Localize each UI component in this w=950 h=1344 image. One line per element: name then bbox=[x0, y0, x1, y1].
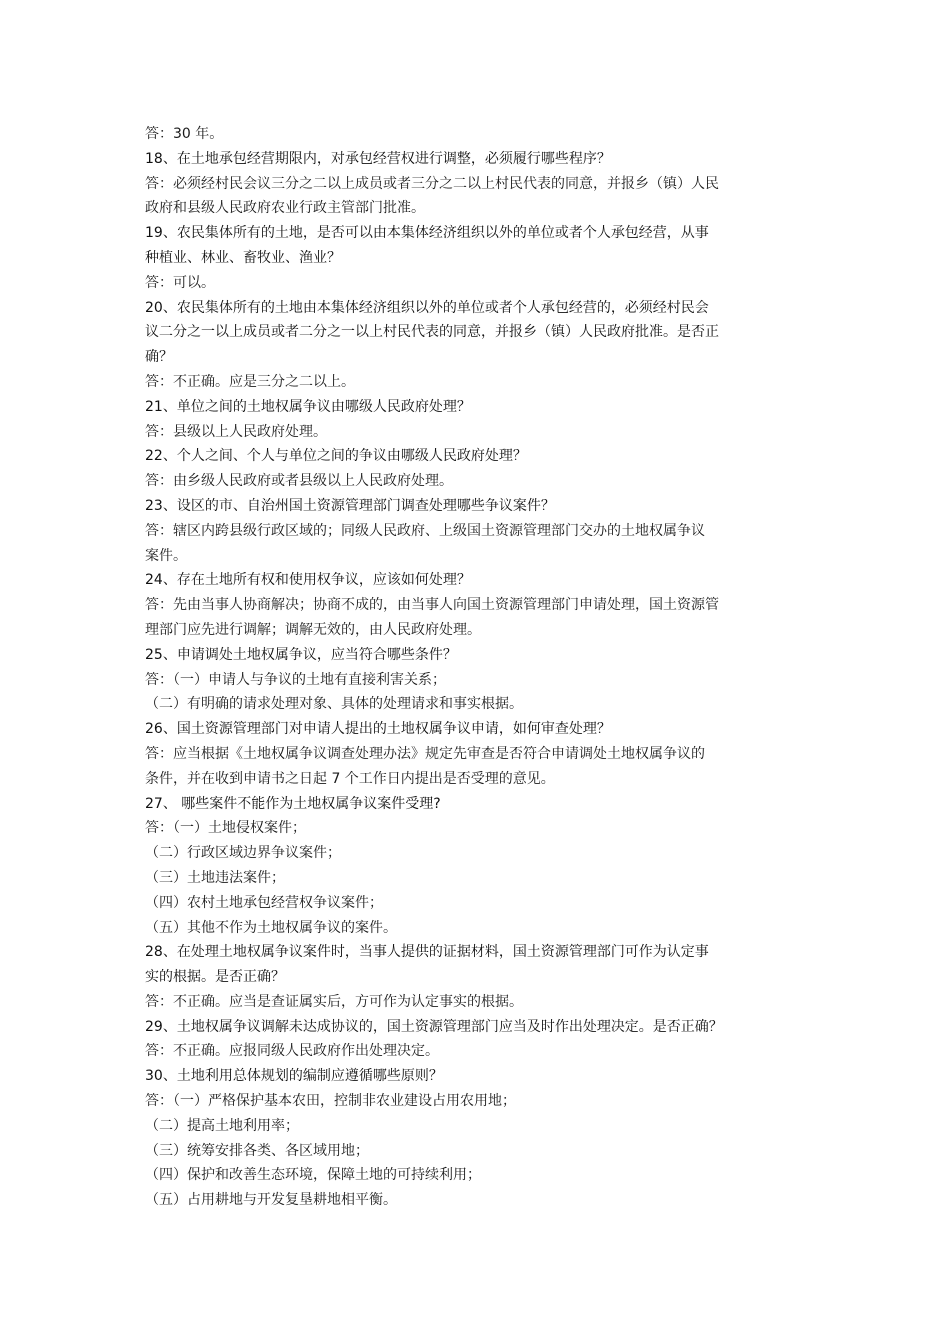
answer-line: 答：由乡级人民政府或者县级以上人民政府处理。 bbox=[145, 473, 453, 490]
answer-line: （三）土地违法案件； bbox=[145, 869, 285, 886]
answer-line: 答：（一）申请人与争议的土地有直接利害关系； bbox=[145, 671, 446, 688]
answer-line: 答：必须经村民会议三分之二以上成员或者三分之二以上村民代表的同意，并报乡（镇）人民 bbox=[145, 175, 719, 192]
answer-line: （四）农村土地承包经营权争议案件； bbox=[145, 894, 383, 911]
question-29: 29、土地权属争议调解未达成协议的，国土资源管理部门应当及时作出处理决定。是否正确？ bbox=[145, 1018, 723, 1035]
question-20: 20、农民集体所有的土地由本集体经济组织以外的单位或者个人承包经营的，必须经村民会 bbox=[145, 299, 709, 316]
question-30: 30、土地利用总体规划的编制应遵循哪些原则？ bbox=[145, 1068, 443, 1085]
answer-line: 答：（一）严格保护基本农田，控制非农业建设占用农用地； bbox=[145, 1093, 516, 1110]
answer-line: 答：可以。 bbox=[145, 274, 215, 291]
answer-line: 答：先由当事人协商解决；协商不成的，由当事人向国土资源管理部门申请处理，国土资源管 bbox=[145, 597, 719, 614]
answer-line: 答：辖区内跨县级行政区域的；同级人民政府、上级国土资源管理部门交办的土地权属争议 bbox=[145, 522, 705, 539]
question-19-cont: 种植业、林业、畜牧业、渔业？ bbox=[145, 249, 341, 266]
answer-line: 理部门应先进行调解；调解无效的，由人民政府处理。 bbox=[145, 621, 481, 638]
question-21: 21、单位之间的土地权属争议由哪级人民政府处理？ bbox=[145, 398, 471, 415]
answer-line: 答：不正确。应是三分之二以上。 bbox=[145, 373, 355, 390]
question-27: 27、 哪些案件不能作为土地权属争议案件受理? bbox=[145, 795, 441, 812]
answer-line: （三）统筹安排各类、各区域用地； bbox=[145, 1142, 369, 1159]
question-20-cont: 议二分之一以上成员或者二分之一以上村民代表的同意，并报乡（镇）人民政府批准。是否正 bbox=[145, 324, 719, 341]
answer-line: 答：不正确。应报同级人民政府作出处理决定。 bbox=[145, 1043, 439, 1060]
answer-line: 政府和县级人民政府农业行政主管部门批准。 bbox=[145, 200, 425, 217]
answer-line: （二）有明确的请求处理对象、具体的处理请求和事实根据。 bbox=[145, 696, 523, 713]
answer-line: （二）提高土地利用率； bbox=[145, 1117, 299, 1134]
answer-line: 答：30 年。 bbox=[145, 126, 224, 142]
answer-line: （四）保护和改善生态环境，保障土地的可持续利用； bbox=[145, 1167, 481, 1184]
answer-line: （五）其他不作为土地权属争议的案件。 bbox=[145, 919, 397, 936]
question-24: 24、存在土地所有权和使用权争议，应该如何处理？ bbox=[145, 572, 471, 589]
answer-line: （二）行政区域边界争议案件； bbox=[145, 845, 341, 862]
question-19: 19、农民集体所有的土地，是否可以由本集体经济组织以外的单位或者个人承包经营，从事 bbox=[145, 225, 709, 242]
answer-line: 答：应当根据《土地权属争议调查处理办法》规定先审查是否符合申请调处土地权属争议的 bbox=[145, 745, 705, 762]
question-22: 22、个人之间、个人与单位之间的争议由哪级人民政府处理？ bbox=[145, 448, 527, 465]
answer-line: 答：（一）土地侵权案件； bbox=[145, 820, 306, 837]
question-18: 18、在土地承包经营期限内，对承包经营权进行调整，必须履行哪些程序？ bbox=[145, 150, 611, 167]
question-25: 25、申请调处土地权属争议，应当符合哪些条件？ bbox=[145, 646, 457, 663]
answer-line: 案件。 bbox=[145, 547, 187, 564]
answer-line: （五）占用耕地与开发复垦耕地相平衡。 bbox=[145, 1192, 397, 1209]
document-body bbox=[145, 122, 825, 1213]
question-23: 23、设区的市、自治州国土资源管理部门调查处理哪些争议案件？ bbox=[145, 497, 555, 514]
question-26: 26、国土资源管理部门对申请人提出的土地权属争议申请，如何审查处理？ bbox=[145, 721, 611, 738]
answer-line: 答：县级以上人民政府处理。 bbox=[145, 423, 327, 440]
question-28: 28、在处理土地权属争议案件时，当事人提供的证据材料，国土资源管理部门可作为认定事 bbox=[145, 944, 709, 961]
answer-line: 答：不正确。应当是查证属实后，方可作为认定事实的根据。 bbox=[145, 993, 523, 1010]
answer-line: 条件，并在收到申请书之日起 7 个工作日内提出是否受理的意见。 bbox=[145, 770, 555, 787]
question-20-cont: 确？ bbox=[145, 349, 173, 366]
question-28-cont: 实的根据。是否正确？ bbox=[145, 969, 285, 986]
